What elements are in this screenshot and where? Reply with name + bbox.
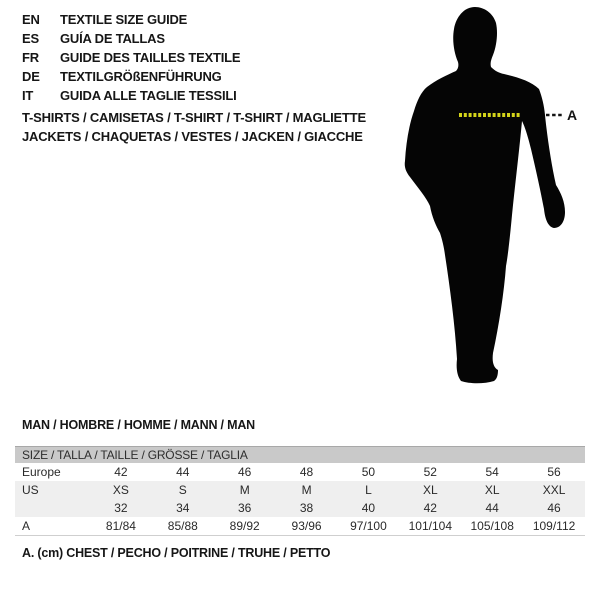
size-cell: 36 <box>238 501 252 515</box>
size-cell: 109/112 <box>532 519 576 533</box>
measure-a-label: A <box>567 107 578 123</box>
size-cell: 54 <box>485 465 499 479</box>
category-tshirts: T-SHIRTS / CAMISETAS / T-SHIRT / T-SHIRT / MAGLIETTE <box>22 110 366 125</box>
size-cell: 46 <box>238 465 252 479</box>
table-row-chest-cm <box>15 517 585 535</box>
row-label: US <box>22 483 39 497</box>
size-cell: 50 <box>361 465 376 479</box>
man-silhouette-shape <box>405 7 565 383</box>
size-cell: XXL <box>542 483 566 497</box>
language-code: IT <box>22 88 34 103</box>
size-cell: 44 <box>485 501 499 515</box>
size-cell: 52 <box>423 465 437 479</box>
language-label: GUÍA DE TALLAS <box>60 31 165 46</box>
size-cell: 46 <box>547 501 561 515</box>
size-cell: 101/104 <box>408 519 452 533</box>
size-cell: 93/96 <box>291 519 322 533</box>
category-jackets: JACKETS / CHAQUETAS / VESTES / JACKEN / GIACCHE <box>22 129 363 144</box>
language-label: GUIDA ALLE TAGLIE TESSILI <box>60 88 237 103</box>
size-cell: 42 <box>114 465 128 479</box>
size-cell: M <box>239 483 250 497</box>
language-label: TEXTILGRÖßENFÜHRUNG <box>60 69 222 84</box>
size-cell: 56 <box>547 465 561 479</box>
size-cell: 85/88 <box>167 519 198 533</box>
size-cell: 38 <box>299 501 314 515</box>
row-label: A <box>22 519 31 533</box>
size-cell: 48 <box>299 465 314 479</box>
size-cell: XL <box>422 483 438 497</box>
section-title-man: MAN / HOMBRE / HOMME / MANN / MAN <box>22 418 255 432</box>
size-cell: XS <box>112 483 129 497</box>
size-cell: 81/84 <box>105 519 136 533</box>
size-cell: 97/100 <box>350 519 387 533</box>
size-cell: 89/92 <box>229 519 260 533</box>
language-row-de <box>22 67 240 86</box>
size-table-header: SIZE / TALLA / TAILLE / GRÖSSE / TAGLIA <box>15 446 585 463</box>
language-row-fr <box>22 48 240 67</box>
language-label: TEXTILE SIZE GUIDE <box>60 12 188 27</box>
language-list <box>22 10 240 105</box>
size-cell: S <box>178 483 187 497</box>
size-cell: 40 <box>361 501 376 515</box>
language-code: ES <box>22 31 39 46</box>
man-silhouette-svg <box>400 5 600 390</box>
size-cell: 44 <box>176 465 190 479</box>
size-table <box>15 446 585 536</box>
table-row-us-letters <box>15 481 585 499</box>
man-silhouette-figure <box>400 5 600 390</box>
table-row-europe <box>15 463 585 481</box>
size-cell: 105/108 <box>470 519 514 533</box>
row-label <box>15 499 90 517</box>
language-label: GUIDE DES TAILLES TEXTILE <box>60 50 241 65</box>
table-row-us-numbers <box>15 499 585 517</box>
language-row-en <box>22 10 240 29</box>
language-code: DE <box>22 69 40 84</box>
language-code: FR <box>22 50 39 65</box>
size-cell: 32 <box>114 501 128 515</box>
size-cell: XL <box>484 483 500 497</box>
language-row-es <box>22 29 240 48</box>
chest-measure-footnote: A. (cm) CHEST / PECHO / POITRINE / TRUHE / PETTO <box>22 546 331 560</box>
size-cell: 42 <box>423 501 437 515</box>
language-code: EN <box>22 12 40 27</box>
size-cell: M <box>301 483 312 497</box>
size-cell: 34 <box>176 501 190 515</box>
row-label: Europe <box>22 465 61 479</box>
garment-categories <box>22 108 366 146</box>
size-cell: L <box>365 483 372 497</box>
language-row-it <box>22 86 240 105</box>
